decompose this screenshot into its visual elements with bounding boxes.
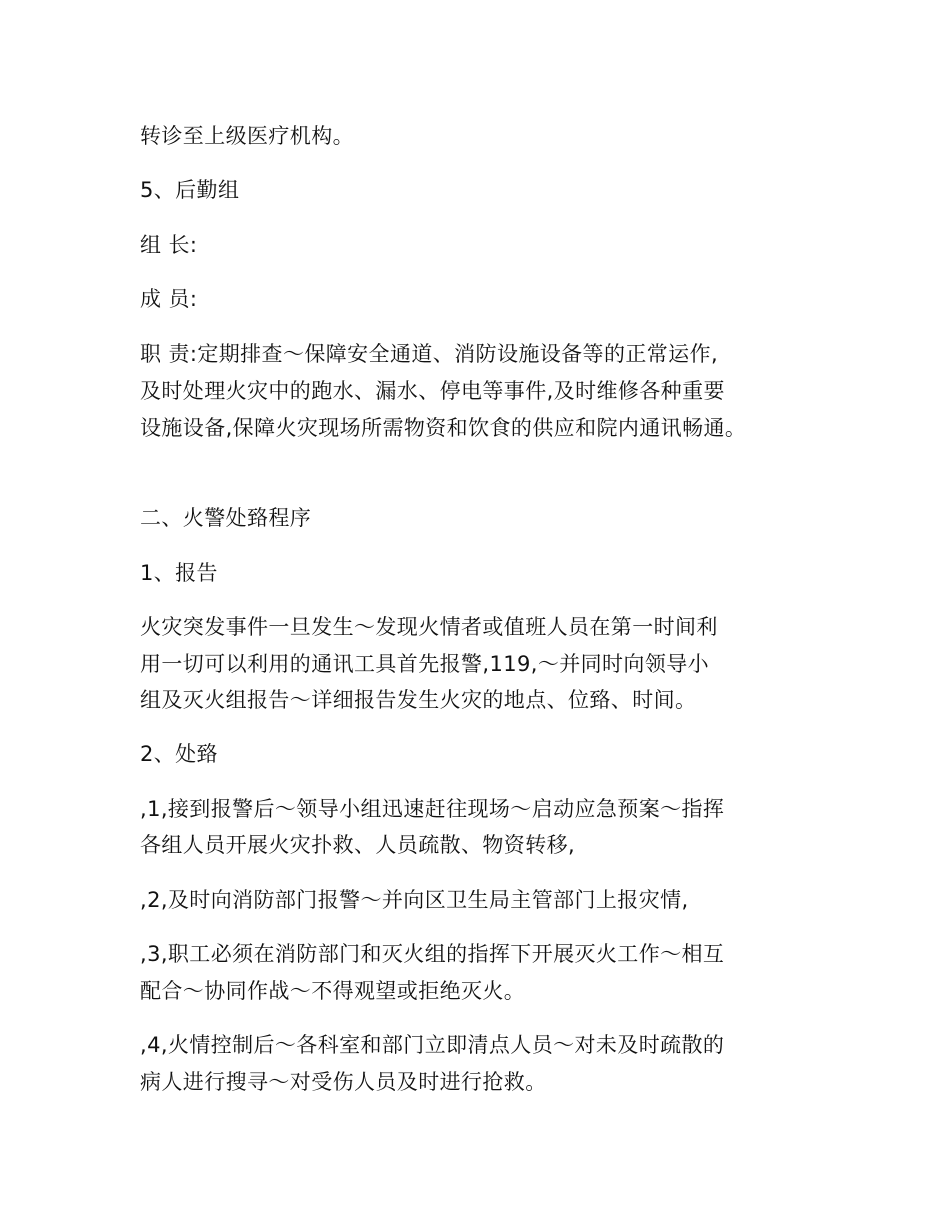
handling-item-1-line-1: ,1,接到报警后～领导小组迅速赶往现场～启动应急预案～指挥 (140, 797, 725, 821)
field-leader: 组 长: (140, 233, 198, 257)
text-line-continuation: 转诊至上级医疗机构。 (140, 124, 354, 148)
handling-item-4-line-2: 病人进行搜寻～对受伤人员及时进行抢救。 (140, 1070, 547, 1094)
handling-item-4-line-1: ,4,火情控制后～各科室和部门立即清点人员～对未及时疏散的 (140, 1033, 725, 1057)
report-line-2: 用一切可以利用的通讯工具首先报警,119,～并同时向领导小 (140, 652, 710, 676)
handling-item-3-line-2: 配合～协同作战～不得观望或拒绝灭火。 (140, 979, 526, 1003)
handling-item-3-line-1: ,3,职工必须在消防部门和灭火组的指挥下开展灭火工作～相互 (140, 942, 725, 966)
duty-line-1: 职 责:定期排查～保障安全通道、消防设施设备等的正常运作, (140, 342, 719, 366)
duty-line-3: 设施设备,保障火灾现场所需物资和饮食的供应和院内通讯畅通。 (140, 416, 747, 440)
section-heading-report: 1、报告 (140, 561, 218, 585)
section-heading-handling: 2、处臵 (140, 742, 218, 766)
duty-line-2: 及时处理火灾中的跑水、漏水、停电等事件,及时维修各种重要 (140, 379, 725, 403)
handling-item-2: ,2,及时向消防部门报警～并向区卫生局主管部门上报灾情, (140, 888, 689, 912)
chapter-heading-procedure: 二、火警处臵程序 (140, 506, 312, 530)
handling-item-1-line-2: 各组人员开展火灾扑救、人员疏散、物资转移, (140, 833, 576, 857)
report-line-1: 火灾突发事件一旦发生～发现火情者或值班人员在第一时间利 (140, 615, 718, 639)
report-line-3: 组及灭火组报告～详细报告发生火灾的地点、位臵、时间。 (140, 688, 697, 712)
section-heading-logistics: 5、后勤组 (140, 178, 240, 202)
field-members: 成 员: (140, 287, 198, 311)
